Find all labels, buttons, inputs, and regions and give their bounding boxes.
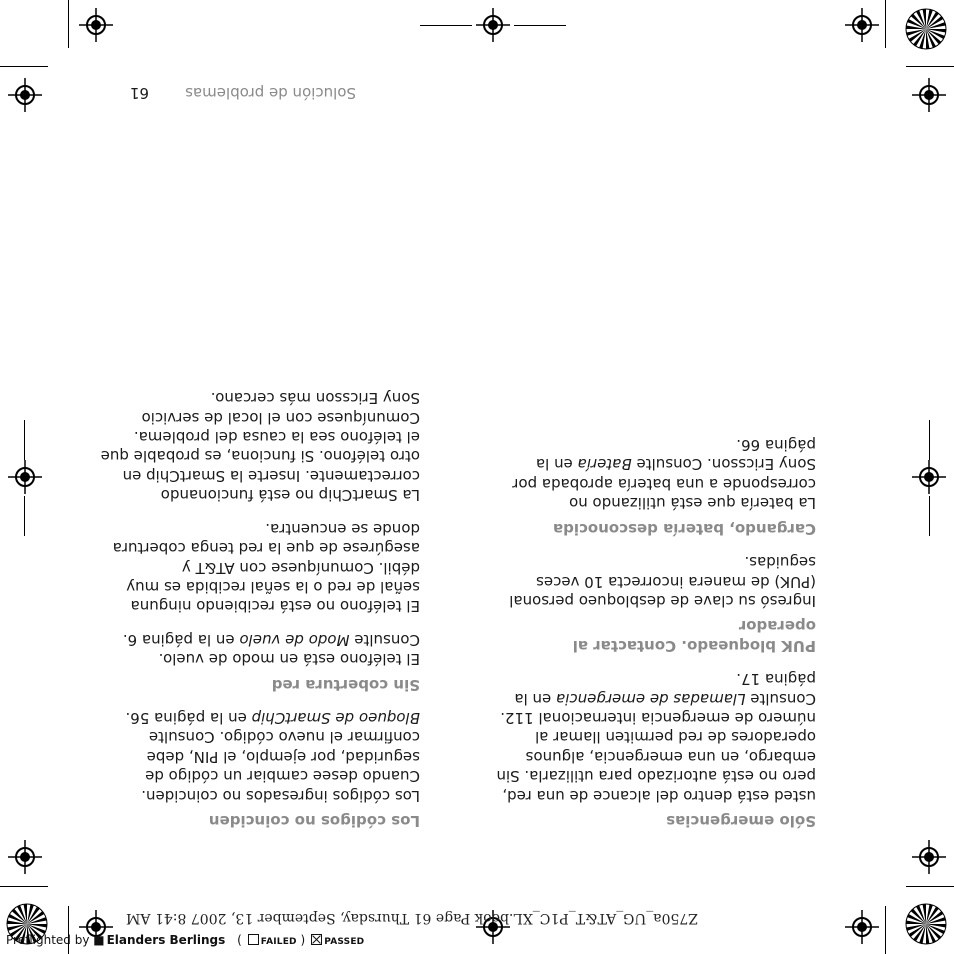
left-column: [496, 421, 816, 830]
section-body: La SmartChip no está funcionando correctamente. Inserte la SmartChip en otro teléfono. Si funciona, es probable que el teléfono sea la causa del problema. Comuníquese con el local de servicio Sony Ericsson más cercano.: [100, 389, 420, 505]
section-body: Los códigos ingresados no coinciden. Cuando desee cambiar un código de seguridad, por ejemplo, el PIN, debe confirmar el nuevo código. Consulte Bloqueo de SmartChip en la página 56.: [125, 708, 420, 805]
section-body: El teléfono está en modo de vuelo. Consulte Modo de vuelo en la página 6.: [122, 630, 420, 669]
section-puk-bloqueado: [496, 552, 816, 655]
section-body: Ingresó su clave de desbloqueo personal (PUK) de manera incorrecta 10 veces seguidas.: [509, 553, 816, 610]
section-heading: Cargando, batería desconocida: [552, 519, 816, 538]
preflight-brand: Elanders Berlings: [106, 933, 226, 947]
failed-label: FAILED: [260, 937, 297, 947]
page-number: 61: [129, 84, 149, 102]
section-codigos-no-coinciden: [100, 708, 420, 830]
section-heading: Los códigos no coinciden: [208, 812, 420, 830]
section-heading: PUK bloqueado. Contactar al operador: [572, 617, 816, 655]
section-body: usted está dentro del alcance de una red, pero no está autorizado para utilizarla. Sin embargo, en una emergencia, algunos operadores de red permiten llamar al número de emergencia internacional 112. Consulte Llamadas de emergencia en la página 17.: [496, 670, 816, 805]
passed-label: PASSED: [324, 937, 365, 947]
section-heading: Sólo emergencias: [666, 812, 816, 830]
right-column: [100, 374, 420, 830]
passed-checkbox-icon: [311, 934, 322, 945]
elanders-logo-icon: ■: [93, 933, 105, 947]
running-head: Solución de problemas: [185, 84, 356, 102]
section-sin-cobertura: [100, 388, 420, 694]
file-info-line: Z750a_UG_AT&T_P1C_XL.book Page 61 Thursday, September 13, 2007 8:41 AM: [126, 910, 698, 926]
failed-checkbox-icon: [248, 934, 259, 945]
section-cargando-bateria: [496, 435, 816, 538]
section-heading: Sin cobertura red: [271, 675, 420, 694]
preflight-prefix: Preflighted by: [6, 933, 90, 947]
section-body: El teléfono no está recibiendo ninguna señal de red o la señal recibida es muy débil. Comuníquese con AT&T y asegúrese de que la red tenga cobertura donde se encuentra.: [112, 519, 420, 616]
section-solo-emergencias: [496, 669, 816, 830]
section-body: La batería que está utilizando no corresponde a una batería aprobada por Sony Ericsson. Consulte Batería en la página 66.: [512, 436, 816, 513]
preflight-stamp: Preflighted by ■ Elanders Berlings ( FAILED ) PASSED: [6, 933, 365, 947]
